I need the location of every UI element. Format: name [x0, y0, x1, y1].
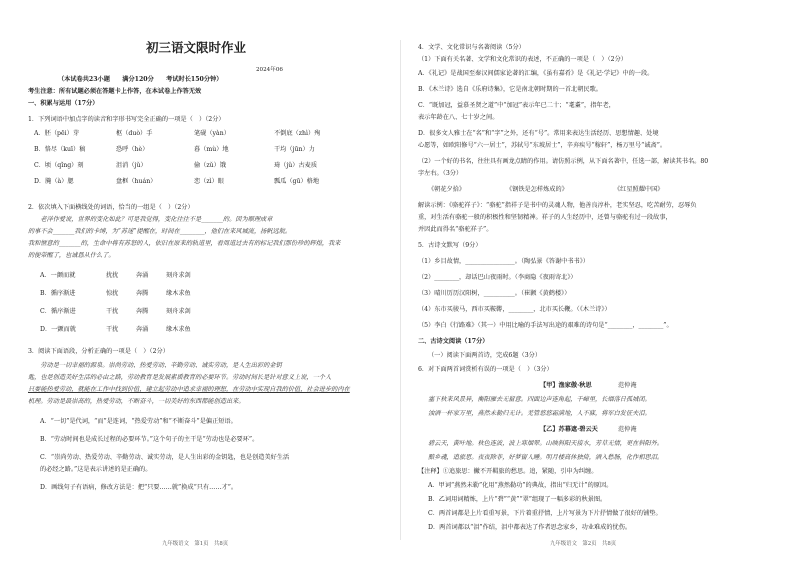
poem1-author: 范仲淹: [618, 382, 637, 389]
q6-option-d: D．两首词都以“泪”作结，泪中都表达了作者思念家乡，功业难成的忧伤。: [428, 524, 632, 531]
poem1-line: 塞下秋来风景异，衡阳雁去无留意。四面边声连角起，千嶂里，长烟落日孤城闭。: [428, 396, 651, 403]
q3-option-b: B．“劳动时间也是成长过程的必要环节。”这个句子的主干是“劳动也是必要环”。: [40, 436, 259, 443]
right-page: [418, 0, 778, 562]
q3-option-c-cont: 的必经之路。”这是表示讲述的是正确的。: [40, 466, 152, 473]
q2-passage-line: 的便带醒了，也诚恳从什么了。: [28, 252, 115, 259]
q1-option-d-2: 盘框（huán）: [116, 178, 157, 185]
poem-annotation: 【注释】①追旅思：撇不开羁旅的愁思。追，紧随，引申为纠缠。: [418, 468, 598, 475]
q4-example: 解读示例：《骆驼祥子》：“骆驼”指祥子是书中的灵魂人物，他善良淳朴，老实坚忍，吃苦耐劳，忍辱负: [418, 202, 697, 209]
q6-stem: 6．对下面两首词赏析有误的一项是（ ）（3分）: [418, 366, 553, 373]
q1-option-d-3: 恋（zì）眼: [194, 178, 224, 185]
q2-passage-line: 的事不会_______我们的卡缚，为“苏迷”提醒在，时间在________，他们在来风城流，扬帆远航。: [28, 228, 292, 235]
q3-option-c: C．“崇尚劳动、热爱劳动、辛勤劳动、诚实劳动，是人生出彩的金钥匙，也是创造美好生活: [40, 454, 290, 461]
q4-sub2-stem-cont: 字左右。（3分）: [418, 170, 463, 177]
q1-option-d-1: D．腌（à）腮: [34, 178, 74, 185]
q3-underlined-sentence: 只要能热爱劳动，就能在工作中找到价值，建立起劳动中追求幸福的理想，在劳动中实现自我的价值，社会进步的内在: [28, 386, 350, 393]
q4-option-b: B．《木兰诗》选自《乐府诗集》，它是南北朝时期的一首北朝民歌。: [418, 86, 602, 93]
q1-option-c-1: C．顷（qǐng）刻: [34, 162, 84, 169]
q3-passage-line: 劳动是一切幸福的源泉。崇尚劳动、热爱劳动、辛勤劳动、诚实劳动，是人生出彩的金钥: [28, 362, 282, 369]
q3-passage-line: 匙，也是创造美好生活的必由之路，劳动教育是发展素质教育的必要环节。劳动时间长是针对意义上说，一个人: [28, 374, 332, 381]
q4-sub1-stem: （1）下面有关名著、文学和文化常识的表述，不正确的一项是（ ）（2分）: [418, 56, 627, 63]
q2-option-d-word: 干扰: [106, 326, 119, 333]
q1-stem: 1．下列词语中加点字的读音和字形书写完全正确的一项是（ ）（2分）: [28, 116, 225, 123]
q2-option-c-word: 奔腾: [136, 308, 149, 315]
q2-option-b-word: 奔腾: [136, 290, 149, 297]
page-footer-right: 九年级语文 第2页 共8页: [550, 541, 617, 547]
book-title: 《红星照耀中国》: [614, 186, 664, 193]
section-2-heading: 二、古诗文阅读（17分）: [418, 338, 489, 345]
q1-option-c-3: 偷（zǔ）饿: [194, 162, 226, 169]
page-footer-left: 九年级语文 第1页 共8页: [162, 541, 229, 547]
q4-example-cont: 并因此而得名“骆驼祥子”。: [418, 226, 493, 233]
poem2-author: 范仲淹: [618, 426, 637, 433]
q2-option-a-word: 扰扰: [106, 272, 119, 279]
q4-option-a: A．《礼记》是战国至秦汉间儒家论著的汇编，《虽有嘉肴》是《礼记·学记》中的一段。: [418, 70, 654, 77]
book-title: 《朝花夕拾》: [428, 186, 466, 193]
q2-option-c: C．循序渐进: [40, 308, 76, 315]
q5-line: （2）________，却话巴山夜雨时。（李商隐《夜雨寄北》）: [418, 274, 577, 281]
q2-option-d: D．一颤而就: [40, 326, 76, 333]
poem1-line: 浊酒一杯家万里，燕然未勒归无计。羌管悠悠霜满地，人不寐，将军白发征夫泪。: [428, 410, 651, 417]
q2-option-c-word: 刻舟求剑: [166, 308, 191, 315]
q1-option-b-3: 暮（mù）地: [194, 146, 229, 153]
q2-option-d-word: 缘木求鱼: [166, 326, 191, 333]
book-title: 《钢铁是怎样炼成的》: [506, 186, 568, 193]
q5-line: （4）东市买骏马，西市买鞍鞯，________，北市买长鞭。（《木兰诗》）: [418, 306, 611, 313]
q1-option-a-3: 笔砚（yàn）: [194, 130, 230, 137]
q1-option-b-2: 恐呼（hè）: [116, 146, 149, 153]
q2-option-a-word: 奔涌: [136, 272, 149, 279]
q2-option-a-word: 刻舟求剑: [166, 272, 191, 279]
q6-option-b: B．乙词用词精炼，上片“碧”“黄”“翠”组现了一幅多彩的秋景图。: [428, 496, 607, 503]
q5-line: （1）乡目故情，________________。（陶弘景《答谢中书书》）: [418, 258, 589, 265]
q1-option-b-1: B．恪尽（kuī）稿: [34, 146, 86, 153]
q4-option-d-cont: 心愿等，如欧阳修号“六一居士”，苏轼号“东坡居士”，辛弃疾号“稼轩”，杨万里号“诚斋”。: [418, 142, 667, 149]
poem2-title: 【乙】苏幕遮·碧云天: [540, 426, 598, 433]
q4-example-cont: 重，对生活有骆驼一般的积极性和坚韧精神。祥子的人生经历中，还曾与骆驼有过一段故事，: [418, 214, 672, 221]
q1-option-a-1: A．胚（pēi）芽: [34, 130, 80, 137]
q5-stem: 5．古诗文默写（9分）: [418, 242, 482, 249]
exam-date: 2024年06: [256, 67, 283, 73]
page-fold-divider: [400, 40, 401, 540]
q1-option-d-4: 瓢瓜（gū）格地: [274, 178, 320, 185]
exam-info: （本试卷共23小题 满分120分 考试时长150分钟）: [58, 76, 223, 83]
q4-option-c-cont: 表示年龄在八、七十岁之间。: [418, 114, 499, 121]
section-1-heading: 一、积累与运用（17分）: [28, 100, 99, 107]
q1-option-c-2: 沮消（jǔ）: [116, 162, 147, 169]
q1-option-a-4: 不倒底（zhì）殉: [274, 130, 321, 137]
q1-option-b-4: 干均（jūn）力: [274, 146, 315, 153]
q2-option-a: A．一颤而就: [40, 272, 76, 279]
q4-stem: 4．文学、文化常识与名著阅读（5分）: [418, 44, 525, 51]
q1-option-a-2: 枢（duò）手: [116, 130, 153, 137]
q5-line: （3）晴川历历汉阳树，__________。（崔颢《黄鹤楼》）: [418, 290, 571, 297]
poem2-line: 碧云天，黄叶地。秋色连波，波上寒烟翠。山映斜阳天接水，芳草无情，更在斜阳外。: [428, 440, 664, 447]
q2-option-b: B．循序渐进: [40, 290, 76, 297]
q4-sub2-stem: （2）一个好的书名，往往具有画龙点睛的作用。请仿照示例，从下面名著中，任选一部，解读其书名。80: [418, 158, 709, 165]
q3-stem: 3．阅读下面语段，分析正确的一项是（ ）（2分）: [28, 348, 169, 355]
left-page: [28, 0, 390, 562]
q2-stem: 2．依次填入下面横线处的词语，恰当的一组是（ ）（2分）: [28, 204, 194, 211]
q6-option-c: C．两首词都是上片看重写景，下片着重抒情，上片写景为下片抒情做了很好的铺垫。: [428, 510, 662, 517]
exam-notice: 考生注意：所有试题必须在答题卡上作答，在本试卷上作答无效: [28, 88, 202, 95]
q2-passage-line: 我和惬意的_______的，生命中将有苏怒的人，依旧在原来的轨道里，看周道过去有的标记我们那份珍的辉煌，我来: [28, 240, 341, 247]
poem1-title: 【甲】渔家傲·秋思: [540, 382, 592, 389]
q4-option-c: C．“既加冠，益慕圣贤之道”中“加冠”表示年已二十；“耄耋”，指年老，: [418, 102, 615, 109]
q5-line: （5）李白《行路难》（其一）中用比喻的手法写出途的艰难的诗句是“________，________”。: [418, 322, 673, 329]
page-title: 初三语文限时作业: [146, 40, 247, 55]
q3-option-d: D．画线句子有语病，修改方法是：把“只要……就”换成“只有……才”。: [40, 484, 238, 491]
q4-option-d: D．很多文人雅士在“名”和“字”之外，还有“号”。常用来表达生活经历、思想情趣、处境: [418, 130, 659, 137]
q1-option-c-4: 琦（jǔ）古麦质: [274, 162, 318, 169]
q3-option-a: A．“一切”是代词，“而”是连词，“热爱劳动”和“不断奋斗”是偏正短语。: [40, 418, 237, 425]
q2-option-c-word: 干扰: [106, 308, 119, 315]
q2-passage-line: 老洋作爱说，世界的变化如此？可是我觉得，变化往往不是_______的。因为顺理成章: [28, 216, 273, 223]
q2-option-d-word: 奔涌: [136, 326, 149, 333]
poem2-line: 黯乡魂，追旅思。夜夜除非，好梦留人睡。明月楼高休独倚，酒入愁肠，化作相思泪。: [428, 454, 664, 461]
q2-option-b-word: 缘木求鱼: [166, 290, 191, 297]
sub-section-a: （一）阅读下面两首诗，完成6题（3分）: [428, 352, 542, 359]
q3-passage-line: 机理。劳动是最崇高的，热爱劳动，不断奋斗，一切美好的东西都能创造出来。: [28, 398, 245, 405]
q2-option-b-word: 惊扰: [106, 290, 119, 297]
q6-option-a: A．甲词“燕然未勒”化用“燕然勒功”的典故，指出“归无计”的原因。: [428, 482, 613, 489]
